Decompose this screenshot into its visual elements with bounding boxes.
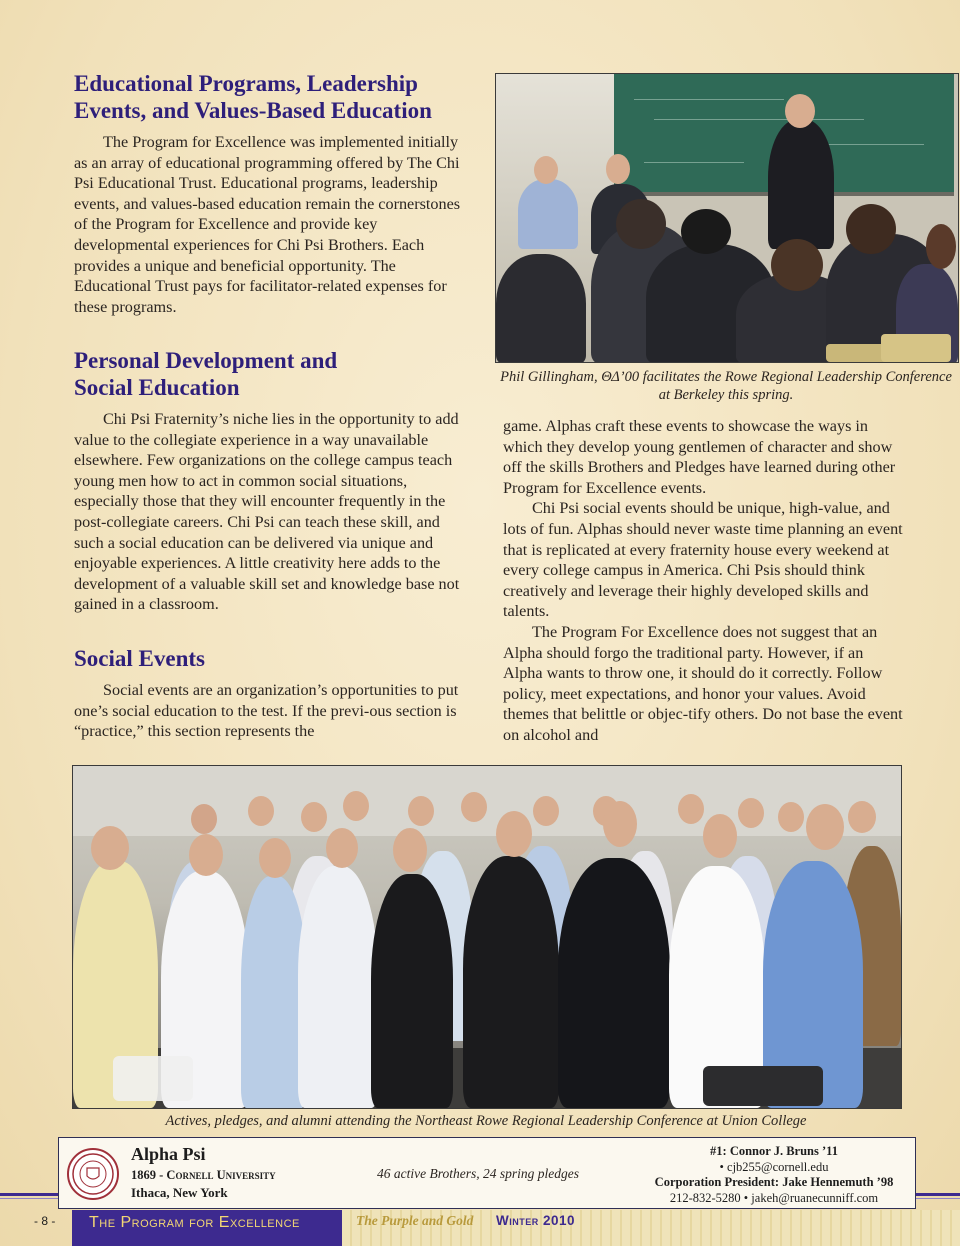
paragraph-personal-development: Chi Psi Fraternity’s niche lies in the opportunity to add value to the collegiate experience in a way unavailable elsewhere. Few organizations on the college campus teach young men how to act in common social situations, especially those that they will encounter frequently in the post-collegiate careers. Chi Psi can teach these skill, and such a social education can be delivered via unique and enjoyable experiences. A little creativity here adds to the development of a valuable skill set and knowledge base not gained in a classroom. [74, 410, 460, 614]
paragraph-social-events-continued: game. Alphas craft these events to showcase the ways in which they develop young gentlemen of character and show off the skills Brothers and Pledges have learned during other Program for Excellence events. [503, 417, 896, 497]
paragraph-traditional-party: The Program For Excellence does not suggest that an Alpha should forgo the traditional party. However, if an Alpha wants to throw one, it should do it correctly. Follow policy, meet expectations, and honor your values. Avoid themes that belittle or objec-tify others. Do not base the event on alcohol and [503, 622, 903, 744]
section-title: The Program for Excellence [89, 1214, 300, 1231]
section-bar [72, 1210, 342, 1246]
contact-corporation-president: Corporation President: Jake Hennemuth ’98 [654, 1175, 894, 1189]
chapter-location: Ithaca, New York [131, 1185, 228, 1200]
heading-educational-programs: Educational Programs, Leadership Events, and Values-Based Education [74, 71, 432, 123]
heading-social-events: Social Events [74, 646, 205, 671]
issue-date: Winter 2010 [496, 1213, 576, 1228]
cornell-seal-icon [67, 1148, 119, 1200]
contact-corporation-president-details: 212-832-5280 • jakeh@ruanecunniff.com [669, 1190, 879, 1205]
paragraph-social-events: Social events are an organization’s opportunities to put one’s social education to the test. If the previ-ous section is “practice,” this section represents the [74, 681, 459, 741]
chapter-membership: 46 active Brothers, 24 spring pledges [377, 1166, 579, 1181]
chapter-name: Alpha Psi [131, 1144, 206, 1164]
chapter-founded: 1869 - Cornell University [131, 1168, 276, 1182]
page-number: - 8 - [34, 1214, 56, 1228]
heading-personal-development: Personal Development and Social Education [74, 348, 338, 400]
right-column-text [503, 416, 905, 746]
classroom-photo [495, 73, 959, 363]
group-photo-caption: Actives, pledges, and alumni attending the Northeast Rowe Regional Leadership Conference at Union College [165, 1113, 807, 1129]
classroom-photo-caption: Phil Gillingham, ΘΔ’00 facilitates the Rowe Regional Leadership Conference at Berkeley this spring. [500, 369, 952, 403]
contact-number-one-email: • cjb255@cornell.edu [719, 1159, 829, 1174]
chapter-contacts [639, 1144, 909, 1206]
paragraph-social-events-unique: Chi Psi social events should be unique, high-value, and lots of fun. Alphas should never waste time planning an event that is replicated at every fraternity house every weekend at every college campus in America. Chi Psis should think creatively and leverage their highly developed skills and talents. [503, 499, 903, 621]
contact-number-one: #1: Connor J. Bruns ’11 [710, 1144, 838, 1158]
group-photo [72, 765, 902, 1109]
publication-name: The Purple and Gold [356, 1213, 474, 1228]
paragraph-educational-programs: The Program for Excellence was implemented initially as an array of educational programming offered by The Chi Psi Educational Trust. Educational programs, leadership events, and values-based education remain the cornerstones of the Program for Excellence and provide key developmental experiences for Chi Psi Brothers. Each provides a unique and beneficial opportunity. The Educational Trust pays for facilitator-related expenses for these programs. [74, 133, 461, 316]
chapter-info-box [58, 1137, 916, 1209]
